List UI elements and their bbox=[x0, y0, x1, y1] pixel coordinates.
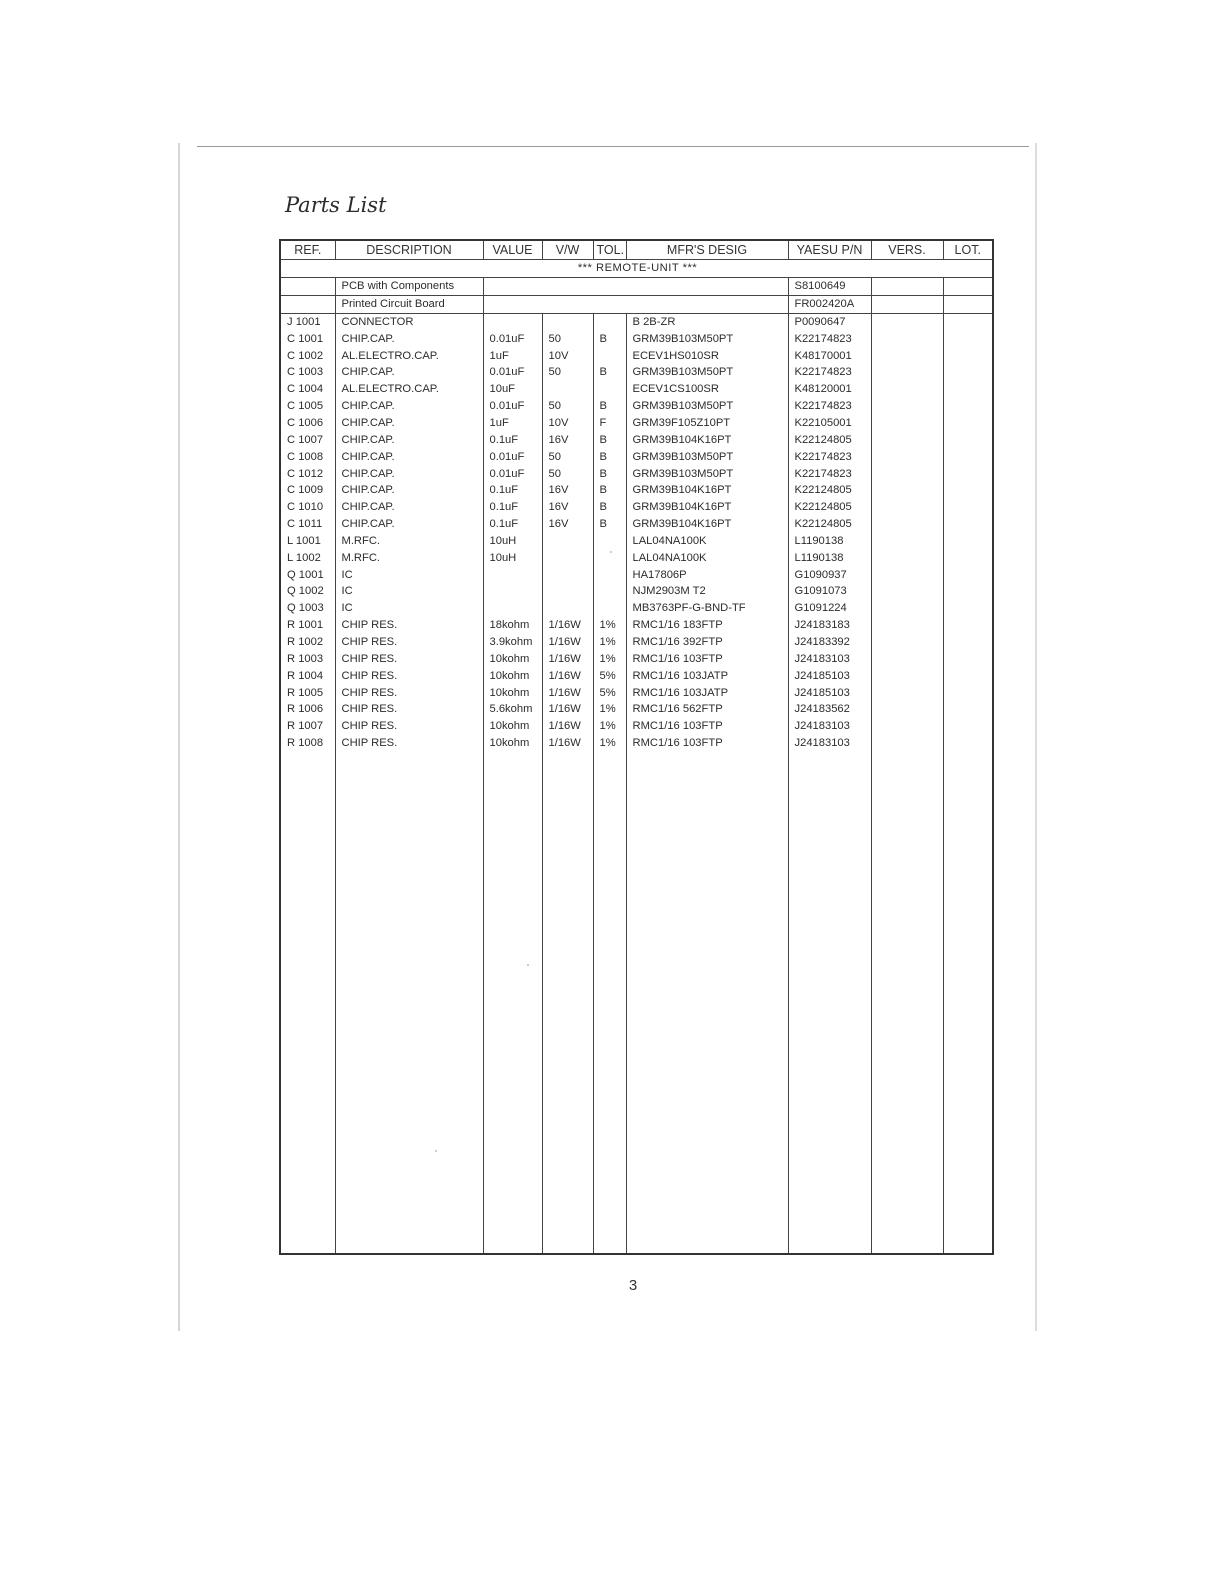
cell-vw: 50 bbox=[542, 330, 593, 347]
cell-vers bbox=[871, 347, 943, 364]
cell-description: CHIP.CAP. bbox=[335, 448, 483, 465]
parts-table bbox=[279, 239, 994, 1255]
cell-vers bbox=[871, 701, 943, 718]
cell-mfr-desig: NJM2903M T2 bbox=[626, 583, 788, 600]
cell-lot bbox=[943, 431, 993, 448]
cell-lot bbox=[943, 718, 993, 735]
cell-lot bbox=[943, 499, 993, 516]
cell-yaesu-pn: L1190138 bbox=[788, 533, 871, 550]
cell-ref: C 1002 bbox=[280, 347, 335, 364]
cell-lot bbox=[943, 398, 993, 415]
cell-ref: C 1001 bbox=[280, 330, 335, 347]
cell-description: CHIP.CAP. bbox=[335, 364, 483, 381]
cell-vw bbox=[542, 381, 593, 398]
cell-lot bbox=[943, 617, 993, 634]
cell-description: CHIP.CAP. bbox=[335, 499, 483, 516]
scan-speck bbox=[435, 1150, 437, 1152]
cell-value bbox=[483, 566, 542, 583]
cell-ref: R 1002 bbox=[280, 634, 335, 651]
table-row bbox=[280, 465, 993, 482]
cell-vers bbox=[871, 650, 943, 667]
cell-ref: R 1005 bbox=[280, 684, 335, 701]
cell-mfr-desig: LAL04NA100K bbox=[626, 533, 788, 550]
cell-lot bbox=[943, 600, 993, 617]
cell-vw: 16V bbox=[542, 499, 593, 516]
cell-lot bbox=[943, 634, 993, 651]
cell-mfr-desig: GRM39B103M50PT bbox=[626, 465, 788, 482]
cell-tol: B bbox=[593, 499, 626, 516]
cell-lot bbox=[943, 701, 993, 718]
cell-vw: 50 bbox=[542, 398, 593, 415]
table-row bbox=[280, 667, 993, 684]
header-mfr-desig: MFR'S DESIG bbox=[626, 240, 788, 260]
cell-lot bbox=[943, 465, 993, 482]
cell-tol: B bbox=[593, 398, 626, 415]
cell-vw: 1/16W bbox=[542, 617, 593, 634]
cell-tol: 1% bbox=[593, 735, 626, 752]
table-row bbox=[280, 735, 993, 752]
cell-ref: C 1007 bbox=[280, 431, 335, 448]
cell-value: 0.01uF bbox=[483, 330, 542, 347]
header-tol: TOL. bbox=[593, 240, 626, 260]
cell-ref: C 1006 bbox=[280, 415, 335, 432]
cell-ref: C 1008 bbox=[280, 448, 335, 465]
cell-description: CHIP RES. bbox=[335, 617, 483, 634]
cell-yaesu-pn: K48170001 bbox=[788, 347, 871, 364]
cell-tol: 5% bbox=[593, 684, 626, 701]
cell-mfr-desig: RMC1/16 183FTP bbox=[626, 617, 788, 634]
cell-vw bbox=[542, 583, 593, 600]
cell-description: M.RFC. bbox=[335, 549, 483, 566]
board-part-number: FR002420A bbox=[788, 295, 871, 313]
cell-vw: 10V bbox=[542, 347, 593, 364]
cell-yaesu-pn: J24183103 bbox=[788, 650, 871, 667]
cell-lot bbox=[943, 381, 993, 398]
cell-description: CHIP.CAP. bbox=[335, 415, 483, 432]
table-row bbox=[280, 701, 993, 718]
cell-description: CHIP.CAP. bbox=[335, 516, 483, 533]
header-value: VALUE bbox=[483, 240, 542, 260]
cell-lot bbox=[943, 448, 993, 465]
cell-description: CHIP.CAP. bbox=[335, 398, 483, 415]
cell-description: CONNECTOR bbox=[335, 313, 483, 330]
table-row bbox=[280, 398, 993, 415]
table-row bbox=[280, 533, 993, 550]
cell-lot bbox=[943, 364, 993, 381]
cell-description: CHIP RES. bbox=[335, 650, 483, 667]
table-header-row bbox=[280, 240, 993, 260]
cell-value: 10kohm bbox=[483, 667, 542, 684]
table-row bbox=[280, 583, 993, 600]
cell-value bbox=[483, 583, 542, 600]
table-row bbox=[280, 347, 993, 364]
cell-tol bbox=[593, 381, 626, 398]
cell-tol bbox=[593, 600, 626, 617]
cell-description: CHIP.CAP. bbox=[335, 465, 483, 482]
cell-ref: R 1007 bbox=[280, 718, 335, 735]
cell-tol bbox=[593, 313, 626, 330]
cell-vers bbox=[871, 482, 943, 499]
cell-vers bbox=[871, 499, 943, 516]
scan-speck bbox=[527, 964, 529, 966]
cell-tol: B bbox=[593, 448, 626, 465]
cell-value: 5.6kohm bbox=[483, 701, 542, 718]
cell-yaesu-pn: K22124805 bbox=[788, 516, 871, 533]
cell-description: AL.ELECTRO.CAP. bbox=[335, 381, 483, 398]
header-vw: V/W bbox=[542, 240, 593, 260]
cell-vers bbox=[871, 398, 943, 415]
cell-lot bbox=[943, 482, 993, 499]
cell-mfr-desig: RMC1/16 103FTP bbox=[626, 718, 788, 735]
cell-ref: R 1004 bbox=[280, 667, 335, 684]
cell-vw bbox=[542, 533, 593, 550]
cell-ref: C 1004 bbox=[280, 381, 335, 398]
cell-tol bbox=[593, 347, 626, 364]
cell-tol: 1% bbox=[593, 634, 626, 651]
cell-lot bbox=[943, 583, 993, 600]
cell-vers bbox=[871, 431, 943, 448]
cell-vers bbox=[871, 465, 943, 482]
cell-mfr-desig: B 2B-ZR bbox=[626, 313, 788, 330]
cell-yaesu-pn: G1091073 bbox=[788, 583, 871, 600]
cell-value bbox=[483, 313, 542, 330]
cell-vers bbox=[871, 549, 943, 566]
cell-value: 0.1uF bbox=[483, 499, 542, 516]
table-row bbox=[280, 431, 993, 448]
table-row bbox=[280, 516, 993, 533]
cell-lot bbox=[943, 533, 993, 550]
cell-yaesu-pn: P0090647 bbox=[788, 313, 871, 330]
cell-ref: Q 1002 bbox=[280, 583, 335, 600]
cell-description: AL.ELECTRO.CAP. bbox=[335, 347, 483, 364]
board-description: PCB with Components bbox=[335, 277, 483, 295]
cell-description: CHIP RES. bbox=[335, 718, 483, 735]
cell-yaesu-pn: G1091224 bbox=[788, 600, 871, 617]
table-row bbox=[280, 634, 993, 651]
cell-vw: 50 bbox=[542, 364, 593, 381]
cell-tol: 1% bbox=[593, 650, 626, 667]
cell-yaesu-pn: K48120001 bbox=[788, 381, 871, 398]
cell-tol: B bbox=[593, 364, 626, 381]
parts-table-body bbox=[280, 260, 993, 1255]
cell-mfr-desig: GRM39B103M50PT bbox=[626, 398, 788, 415]
cell-yaesu-pn: K22105001 bbox=[788, 415, 871, 432]
scan-edge-line bbox=[197, 146, 1029, 147]
cell-yaesu-pn: J24185103 bbox=[788, 684, 871, 701]
cell-description: CHIP RES. bbox=[335, 667, 483, 684]
table-row bbox=[280, 549, 993, 566]
cell-vers bbox=[871, 330, 943, 347]
cell-vw: 16V bbox=[542, 431, 593, 448]
cell-yaesu-pn: L1190138 bbox=[788, 549, 871, 566]
header-yaesu-pn: YAESU P/N bbox=[788, 240, 871, 260]
cell-tol: 1% bbox=[593, 617, 626, 634]
cell-yaesu-pn: J24183103 bbox=[788, 718, 871, 735]
table-row bbox=[280, 600, 993, 617]
cell-value: 10uH bbox=[483, 533, 542, 550]
cell-ref: C 1010 bbox=[280, 499, 335, 516]
cell-value: 10kohm bbox=[483, 650, 542, 667]
cell-description: CHIP.CAP. bbox=[335, 482, 483, 499]
table-row bbox=[280, 448, 993, 465]
cell-value: 0.1uF bbox=[483, 482, 542, 499]
cell-lot bbox=[943, 516, 993, 533]
cell-vers bbox=[871, 516, 943, 533]
cell-value: 0.01uF bbox=[483, 465, 542, 482]
cell-ref: C 1005 bbox=[280, 398, 335, 415]
cell-lot bbox=[943, 549, 993, 566]
cell-tol: B bbox=[593, 431, 626, 448]
cell-yaesu-pn: J24183562 bbox=[788, 701, 871, 718]
cell-yaesu-pn: K22174823 bbox=[788, 398, 871, 415]
cell-mfr-desig: ECEV1HS010SR bbox=[626, 347, 788, 364]
cell-vers bbox=[871, 415, 943, 432]
cell-value: 10kohm bbox=[483, 718, 542, 735]
cell-mfr-desig: GRM39F105Z10PT bbox=[626, 415, 788, 432]
cell-vers bbox=[871, 735, 943, 752]
cell-yaesu-pn: J24185103 bbox=[788, 667, 871, 684]
cell-ref: R 1001 bbox=[280, 617, 335, 634]
cell-vers bbox=[871, 313, 943, 330]
cell-tol: 1% bbox=[593, 718, 626, 735]
cell-vers bbox=[871, 617, 943, 634]
cell-ref: R 1003 bbox=[280, 650, 335, 667]
cell-vw: 1/16W bbox=[542, 718, 593, 735]
cell-description: IC bbox=[335, 600, 483, 617]
cell-yaesu-pn: K22124805 bbox=[788, 431, 871, 448]
cell-vers bbox=[871, 718, 943, 735]
header-ref: REF. bbox=[280, 240, 335, 260]
header-lot: LOT. bbox=[943, 240, 993, 260]
cell-yaesu-pn: G1090937 bbox=[788, 566, 871, 583]
cell-value: 18kohm bbox=[483, 617, 542, 634]
cell-mfr-desig: GRM39B103M50PT bbox=[626, 448, 788, 465]
cell-yaesu-pn: K22174823 bbox=[788, 465, 871, 482]
cell-tol bbox=[593, 566, 626, 583]
cell-value: 3.9kohm bbox=[483, 634, 542, 651]
table-row bbox=[280, 617, 993, 634]
cell-description: CHIP.CAP. bbox=[335, 330, 483, 347]
cell-mfr-desig: RMC1/16 103JATP bbox=[626, 667, 788, 684]
cell-vw bbox=[542, 313, 593, 330]
cell-vw bbox=[542, 549, 593, 566]
cell-vw: 1/16W bbox=[542, 735, 593, 752]
cell-vers bbox=[871, 364, 943, 381]
cell-vw: 50 bbox=[542, 465, 593, 482]
cell-yaesu-pn: K22124805 bbox=[788, 482, 871, 499]
cell-vw: 1/16W bbox=[542, 684, 593, 701]
cell-vw: 16V bbox=[542, 482, 593, 499]
board-part-number: S8100649 bbox=[788, 277, 871, 295]
table-row bbox=[280, 650, 993, 667]
cell-description: CHIP RES. bbox=[335, 634, 483, 651]
cell-value: 0.1uF bbox=[483, 431, 542, 448]
table-row bbox=[280, 330, 993, 347]
cell-vers bbox=[871, 566, 943, 583]
cell-lot bbox=[943, 415, 993, 432]
cell-value: 10kohm bbox=[483, 684, 542, 701]
cell-lot bbox=[943, 330, 993, 347]
cell-vers bbox=[871, 533, 943, 550]
cell-mfr-desig: GRM39B104K16PT bbox=[626, 482, 788, 499]
board-description: Printed Circuit Board bbox=[335, 295, 483, 313]
cell-ref: Q 1003 bbox=[280, 600, 335, 617]
cell-ref: R 1008 bbox=[280, 735, 335, 752]
cell-vers bbox=[871, 634, 943, 651]
cell-description: IC bbox=[335, 583, 483, 600]
cell-value: 1uF bbox=[483, 415, 542, 432]
cell-ref: J 1001 bbox=[280, 313, 335, 330]
cell-ref: L 1002 bbox=[280, 549, 335, 566]
cell-vw: 1/16W bbox=[542, 701, 593, 718]
cell-tol: 5% bbox=[593, 667, 626, 684]
header-vers: VERS. bbox=[871, 240, 943, 260]
cell-lot bbox=[943, 313, 993, 330]
table-row bbox=[280, 482, 993, 499]
cell-tol: F bbox=[593, 415, 626, 432]
cell-value: 0.01uF bbox=[483, 398, 542, 415]
cell-lot bbox=[943, 566, 993, 583]
cell-vw bbox=[542, 566, 593, 583]
cell-vw: 50 bbox=[542, 448, 593, 465]
cell-yaesu-pn: J24183103 bbox=[788, 735, 871, 752]
cell-description: M.RFC. bbox=[335, 533, 483, 550]
cell-tol bbox=[593, 583, 626, 600]
page-title: Parts List bbox=[285, 193, 387, 217]
cell-vers bbox=[871, 667, 943, 684]
table-filler-row bbox=[280, 751, 993, 1254]
cell-tol: B bbox=[593, 465, 626, 482]
board-row bbox=[280, 295, 993, 313]
cell-description: CHIP RES. bbox=[335, 701, 483, 718]
cell-vers bbox=[871, 600, 943, 617]
cell-yaesu-pn: J24183183 bbox=[788, 617, 871, 634]
section-title-row bbox=[280, 260, 993, 278]
table-row bbox=[280, 566, 993, 583]
cell-mfr-desig: GRM39B104K16PT bbox=[626, 431, 788, 448]
cell-value: 10kohm bbox=[483, 735, 542, 752]
cell-mfr-desig: HA17806P bbox=[626, 566, 788, 583]
cell-vers bbox=[871, 448, 943, 465]
table-row bbox=[280, 313, 993, 330]
cell-mfr-desig: GRM39B104K16PT bbox=[626, 499, 788, 516]
cell-yaesu-pn: K22124805 bbox=[788, 499, 871, 516]
cell-vers bbox=[871, 684, 943, 701]
cell-mfr-desig: RMC1/16 103JATP bbox=[626, 684, 788, 701]
cell-ref: Q 1001 bbox=[280, 566, 335, 583]
cell-vw bbox=[542, 600, 593, 617]
table-row bbox=[280, 381, 993, 398]
cell-yaesu-pn: K22174823 bbox=[788, 364, 871, 381]
cell-vers bbox=[871, 381, 943, 398]
cell-value: 0.1uF bbox=[483, 516, 542, 533]
cell-mfr-desig: GRM39B103M50PT bbox=[626, 364, 788, 381]
cell-mfr-desig: ECEV1CS100SR bbox=[626, 381, 788, 398]
cell-vw: 1/16W bbox=[542, 634, 593, 651]
cell-value: 10uH bbox=[483, 549, 542, 566]
cell-lot bbox=[943, 667, 993, 684]
cell-lot bbox=[943, 684, 993, 701]
cell-vw: 1/16W bbox=[542, 667, 593, 684]
page-number: 3 bbox=[628, 1277, 638, 1294]
cell-value: 0.01uF bbox=[483, 448, 542, 465]
table-row bbox=[280, 718, 993, 735]
scan-speck bbox=[610, 551, 612, 553]
cell-lot bbox=[943, 735, 993, 752]
cell-ref: C 1009 bbox=[280, 482, 335, 499]
cell-ref: L 1001 bbox=[280, 533, 335, 550]
cell-yaesu-pn: K22174823 bbox=[788, 448, 871, 465]
cell-ref: C 1012 bbox=[280, 465, 335, 482]
table-row bbox=[280, 364, 993, 381]
cell-mfr-desig: RMC1/16 103FTP bbox=[626, 650, 788, 667]
cell-description: IC bbox=[335, 566, 483, 583]
cell-ref: R 1006 bbox=[280, 701, 335, 718]
cell-vw: 16V bbox=[542, 516, 593, 533]
cell-tol: 1% bbox=[593, 701, 626, 718]
header-description: DESCRIPTION bbox=[335, 240, 483, 260]
cell-mfr-desig: RMC1/16 562FTP bbox=[626, 701, 788, 718]
cell-value: 10uF bbox=[483, 381, 542, 398]
table-row bbox=[280, 684, 993, 701]
cell-description: CHIP RES. bbox=[335, 735, 483, 752]
cell-tol bbox=[593, 533, 626, 550]
cell-ref: C 1003 bbox=[280, 364, 335, 381]
board-row bbox=[280, 277, 993, 295]
cell-tol: B bbox=[593, 516, 626, 533]
cell-vw: 1/16W bbox=[542, 650, 593, 667]
cell-mfr-desig: LAL04NA100K bbox=[626, 549, 788, 566]
cell-yaesu-pn: K22174823 bbox=[788, 330, 871, 347]
cell-description: CHIP RES. bbox=[335, 684, 483, 701]
cell-vw: 10V bbox=[542, 415, 593, 432]
cell-mfr-desig: GRM39B104K16PT bbox=[626, 516, 788, 533]
cell-description: CHIP.CAP. bbox=[335, 431, 483, 448]
cell-value: 0.01uF bbox=[483, 364, 542, 381]
cell-tol: B bbox=[593, 330, 626, 347]
cell-yaesu-pn: J24183392 bbox=[788, 634, 871, 651]
cell-ref: C 1011 bbox=[280, 516, 335, 533]
cell-mfr-desig: GRM39B103M50PT bbox=[626, 330, 788, 347]
cell-lot bbox=[943, 347, 993, 364]
cell-mfr-desig: MB3763PF-G-BND-TF bbox=[626, 600, 788, 617]
cell-mfr-desig: RMC1/16 392FTP bbox=[626, 634, 788, 651]
table-row bbox=[280, 499, 993, 516]
cell-value bbox=[483, 600, 542, 617]
cell-mfr-desig: RMC1/16 103FTP bbox=[626, 735, 788, 752]
cell-lot bbox=[943, 650, 993, 667]
table-row bbox=[280, 415, 993, 432]
cell-value: 1uF bbox=[483, 347, 542, 364]
cell-vers bbox=[871, 583, 943, 600]
cell-tol: B bbox=[593, 482, 626, 499]
section-title: *** REMOTE-UNIT *** bbox=[280, 260, 993, 278]
